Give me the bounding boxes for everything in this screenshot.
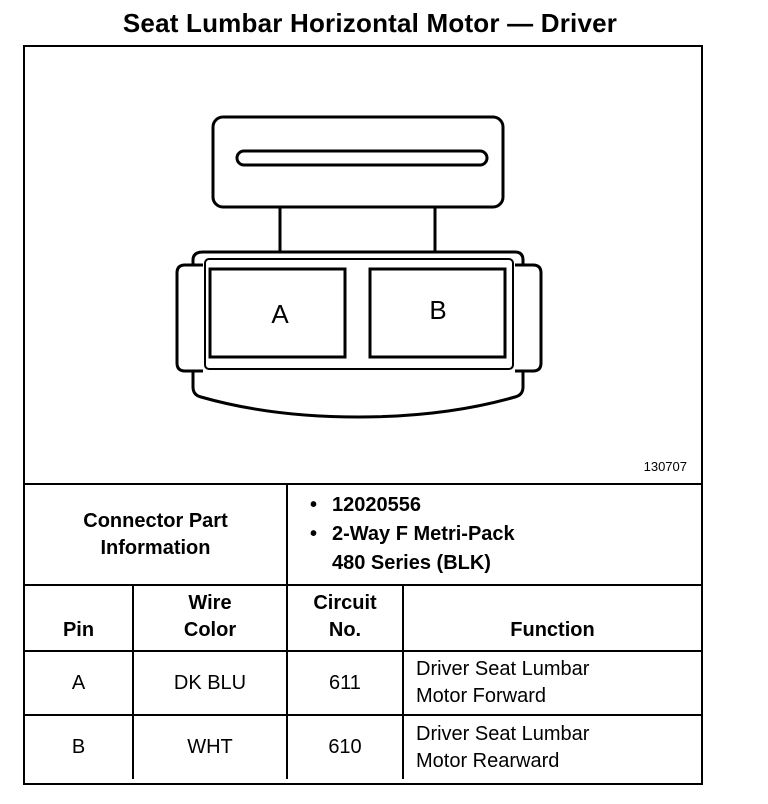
header-row	[25, 585, 701, 651]
cavity-b-label: B	[429, 295, 447, 325]
cavity-a-label: A	[271, 299, 289, 329]
pin-cell: B	[25, 715, 133, 779]
figure-code: 130707	[643, 459, 687, 474]
connector-type-item: • 2-Way F Metri-Pack 480 Series (BLK)	[306, 520, 701, 578]
wire-color-cell: WHT	[133, 715, 287, 779]
connector-info-values	[287, 485, 701, 585]
pin-header: Pin	[25, 585, 133, 651]
connector-sheet	[23, 45, 703, 785]
table-row	[25, 651, 701, 715]
connector-info-row	[25, 485, 701, 585]
connector-ear-right	[515, 265, 541, 371]
connector-drawing	[25, 47, 701, 483]
latch-slot	[237, 151, 487, 165]
circuit-header: Circuit No.	[287, 585, 403, 651]
circuit-cell: 610	[287, 715, 403, 779]
connector-ear-left	[177, 265, 203, 371]
function-cell: Driver Seat Lumbar Motor Forward	[403, 651, 701, 715]
table-row	[25, 715, 701, 779]
function-header: Function	[403, 585, 701, 651]
page-title: Seat Lumbar Horizontal Motor — Driver	[122, 8, 618, 38]
connector-table	[25, 485, 701, 779]
pin-cell: A	[25, 651, 133, 715]
function-cell: Driver Seat Lumbar Motor Rearward	[403, 715, 701, 779]
wire-color-header: Wire Color	[133, 585, 287, 651]
wire-color-cell: DK BLU	[133, 651, 287, 715]
part-number-item: • 12020556	[306, 491, 701, 520]
connector-info-label: Connector Part Information	[25, 485, 287, 585]
circuit-cell: 611	[287, 651, 403, 715]
connector-diagram	[25, 47, 701, 485]
